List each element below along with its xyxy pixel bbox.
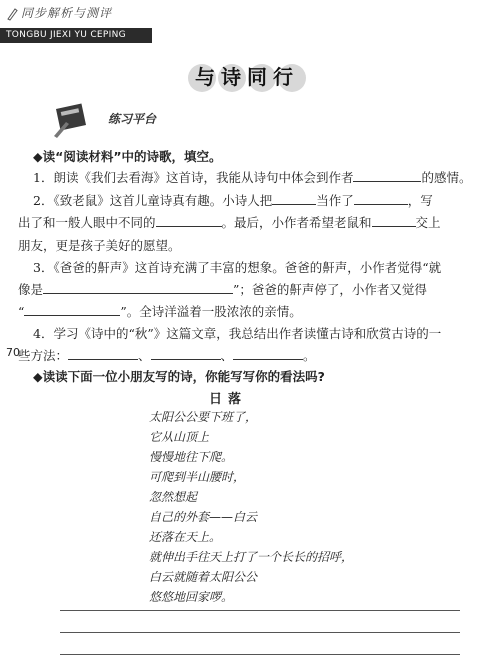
poem-line: 可爬到半山腰时，: [149, 470, 246, 484]
answer-blank[interactable]: [24, 303, 120, 316]
title-text: 与诗同行: [195, 65, 299, 89]
q1-line-9: 些方法： 、 、 。: [18, 348, 316, 363]
answer-line[interactable]: [60, 654, 460, 655]
book-pen-icon: [50, 102, 92, 140]
poem-line: 还落在天上。: [149, 530, 222, 544]
q1-line-8: 4．学习《诗中的“秋”》这篇文章，我总结出作者读懂古诗和欣赏古诗的一: [33, 326, 442, 341]
answer-line[interactable]: [60, 610, 460, 611]
q1-line-4: 朋友，更是孩子美好的愿望。: [18, 238, 181, 253]
answer-blank[interactable]: [353, 169, 421, 182]
poem-line: 太阳公公要下班了，: [149, 410, 258, 424]
poem-line: 白云就随着太阳公公: [149, 570, 258, 584]
answer-blank[interactable]: [68, 347, 138, 360]
poem-line: 它从山顶上: [149, 430, 210, 444]
answer-line[interactable]: [60, 632, 460, 633]
answer-blank[interactable]: [156, 214, 222, 227]
logo-text: 同步解析与测评: [21, 6, 113, 20]
q1-line-2: 2．《致老鼠》这首儿童诗真有趣。小诗人把 当作了 ，写: [33, 193, 433, 208]
page-number: 70: [6, 346, 20, 359]
q1-line-6: 像是 ”；爸爸的鼾声停了，小作者又觉得: [18, 282, 427, 297]
answer-blank[interactable]: [151, 347, 221, 360]
answer-blank[interactable]: [233, 347, 303, 360]
answer-blank[interactable]: [43, 281, 233, 294]
q1-line-5: 3．《爸爸的鼾声》这首诗充满了丰富的想象。爸爸的鼾声，小作者觉得“就: [33, 260, 442, 275]
q1-line-3: 出了和一般人眼中不同的 。最后，小作者希望老鼠和 交上: [18, 215, 441, 230]
q2-heading: ◆读读下面一位小朋友写的诗，你能写写你的看法吗?: [33, 369, 325, 384]
pencil-icon: [6, 7, 18, 21]
answer-blank[interactable]: [272, 192, 316, 205]
series-logo: [6, 4, 156, 26]
section-header: [30, 100, 210, 150]
q1-line-7: “ ”。全诗洋溢着一股浓浓的亲情。: [18, 304, 302, 319]
poem-line: 悠悠地回家啰。: [149, 590, 234, 604]
poem-line: 就伸出手往天上打了一个长长的招呼，: [149, 550, 354, 564]
poem-line: 慢慢地往下爬。: [149, 450, 234, 464]
answer-blank[interactable]: [372, 214, 416, 227]
poem-line: 忽然想起: [149, 490, 198, 504]
poem-line: 自己的外套——白云: [149, 510, 258, 524]
section-label: 练习平台: [108, 112, 157, 126]
q1-line-1: 1．朗读《我们去看海》这首诗，我能从诗句中体会到作者 的感情。: [33, 170, 472, 185]
page-title: [188, 60, 306, 94]
q1-heading: ◆读“阅读材料”中的诗歌，填空。: [33, 149, 222, 164]
answer-blank[interactable]: [354, 192, 408, 205]
header-bar: TONGBU JIEXI YU CEPING: [0, 28, 152, 43]
poem-title: 日落: [209, 392, 248, 407]
